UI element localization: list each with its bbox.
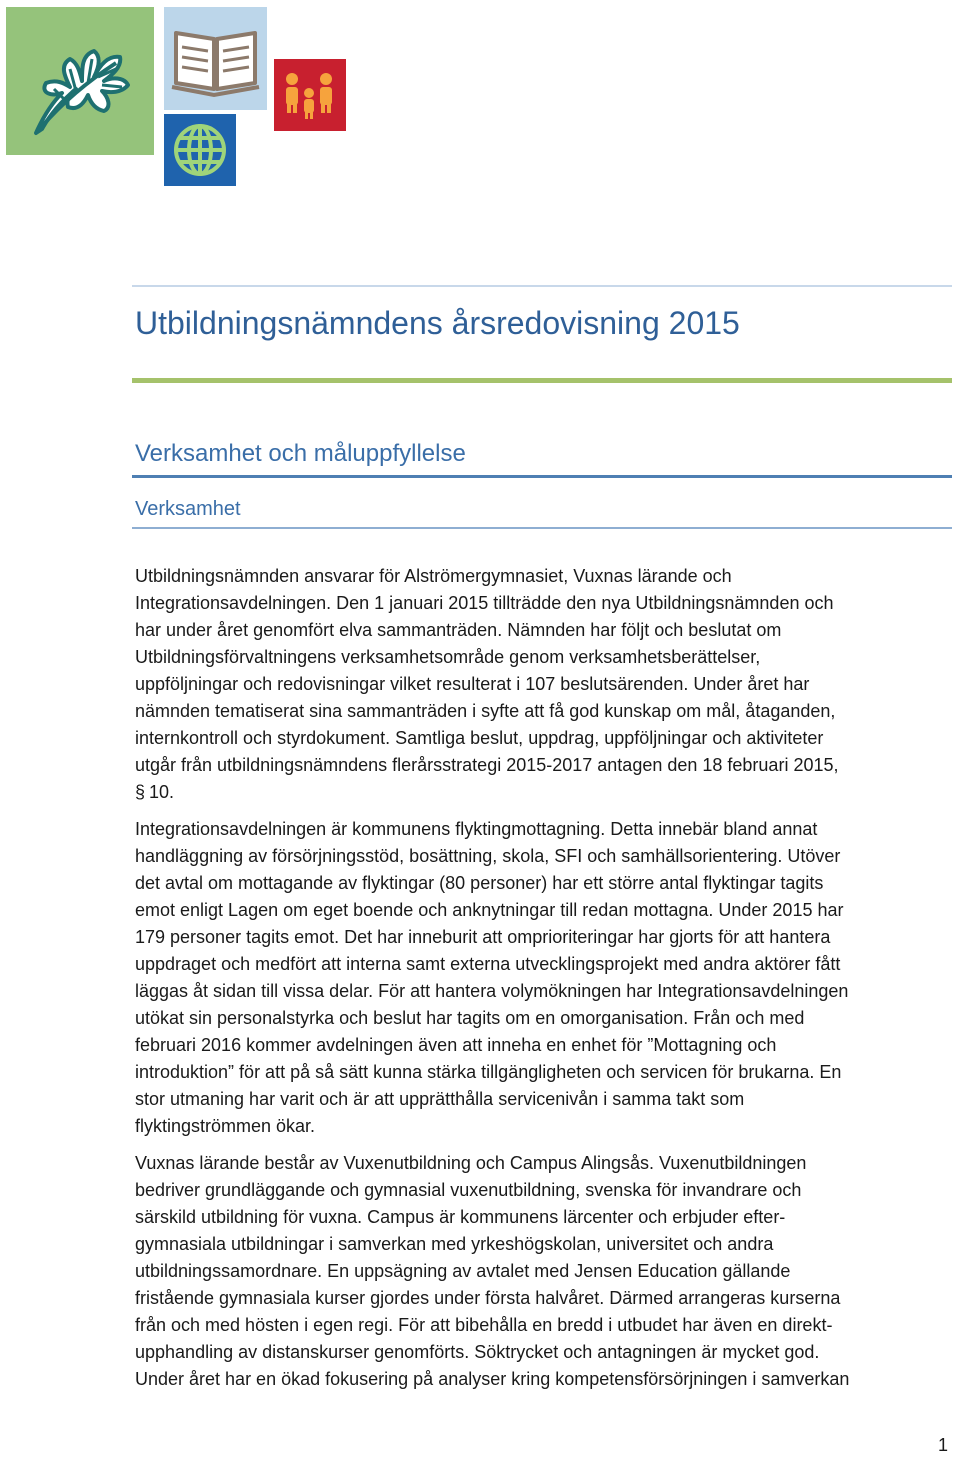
paragraph-1	[135, 563, 950, 806]
family-tile	[274, 59, 346, 131]
text-line: uppföljningar och redovisningar vilket resulterat i 107 beslutsärenden. Under året har	[135, 674, 810, 694]
text-line: Utbildningsnämnden ansvarar för Alströmergymnasiet, Vuxnas lärande och	[135, 566, 732, 586]
text-line: internkontroll och styrdokument. Samtliga beslut, uppdrag, uppföljningar och aktiviteter	[135, 728, 824, 748]
text-line: Under året har en ökad fokusering på analyser kring kompetensförsörjningen i samverkan	[135, 1369, 850, 1389]
text-line: utökat sin personalstyrka och beslut har tagits om en omorganisation. Från och med	[135, 1008, 805, 1028]
oak-leaf-tile	[6, 7, 154, 155]
page-number: 1	[937, 1435, 948, 1455]
section-rule	[132, 475, 952, 478]
text-line: fristående gymnasiala kurser gjordes under första halvåret. Därmed arrangeras kurserna	[135, 1288, 841, 1308]
paragraph-3	[135, 1150, 950, 1393]
subsection-heading: Verksamhet	[135, 498, 241, 520]
text-line: 179 personer tagits emot. Det har inneburit att omprioriteringar har gjorts för att hantera	[135, 927, 831, 947]
text-line-end: 10.	[149, 782, 175, 802]
text-line: flyktingströmmen ökar.	[135, 1116, 316, 1136]
oak-leaf-icon	[6, 7, 154, 155]
text-line: Integrationsavdelningen är kommunens flyktingmottagning. Detta innebär bland annat	[135, 819, 818, 839]
top-rule	[132, 285, 952, 287]
text-line: Vuxnas lärande består av Vuxenutbildning och Campus Alingsås. Vuxenutbildningen	[135, 1153, 807, 1173]
text-line: Utbildningsförvaltningens verksamhetsområde genom verksamhetsberättelser,	[135, 647, 761, 667]
text-line: Integrationsavdelningen. Den 1 januari 2015 tillträdde den nya Utbildningsnämnden och	[135, 593, 834, 613]
text-line: handläggning av försörjningsstöd, bosättning, skola, SFI och samhällsorientering. Utöver	[135, 846, 841, 866]
text-line: introduktion” för att på så sätt kunna stärka tillgängligheten och servicen för brukarna. En	[135, 1062, 842, 1082]
text-line: läggas åt sidan till vissa delar. För att hantera volymökningen har Integrationsavdelningen	[135, 981, 849, 1001]
text-line: det avtal om mottagande av flyktingar (80 personer) har ett större antal flyktingar tagits	[135, 873, 824, 893]
title-rule	[132, 378, 952, 383]
text-line: har under året genomfört elva sammanträden. Nämnden har följt och beslutat om	[135, 620, 782, 640]
section-heading: Verksamhet och måluppfyllelse	[135, 440, 466, 467]
subsection-rule	[132, 527, 952, 529]
book-icon	[164, 7, 267, 110]
text-line: stor utmaning har varit och är att upprätthålla servicenivån i samma takt som	[135, 1089, 745, 1109]
globe-tile	[164, 114, 236, 186]
text-line: februari 2016 kommer avdelningen även att inneha en enhet för ”Mottagning och	[135, 1035, 777, 1055]
text-line: uppdraget och medfört att interna samt externa utvecklingsprojekt med andra aktörer fått	[135, 954, 841, 974]
globe-icon	[164, 114, 236, 186]
text-line: upphandling av distanskurser genomförts. Söktrycket och antagningen är mycket god.	[135, 1342, 820, 1362]
text-line: särskild utbildning för vuxna. Campus är kommunens lärcenter och erbjuder efter-	[135, 1207, 786, 1227]
text-line: från och med hösten i egen regi. För att bibehålla en bredd i utbudet har även en direkt-	[135, 1315, 833, 1335]
book-tile	[164, 7, 267, 110]
text-line: gymnasiala utbildningar i samverkan med yrkeshögskolan, universitet och andra	[135, 1234, 774, 1254]
organization-logo	[0, 0, 360, 190]
family-icon	[274, 59, 346, 131]
text-line: utbildningssamordnare. En uppsägning av avtalet med Jensen Education gällande	[135, 1261, 791, 1281]
text-line: emot enligt Lagen om eget boende och anknytningar till redan mottagna. Under 2015 har	[135, 900, 844, 920]
section-symbol: §	[135, 782, 146, 802]
text-line: nämnden tematiserat sina sammanträden i syfte att få god kunskap om mål, åtaganden,	[135, 701, 836, 721]
text-line-last	[135, 779, 950, 806]
document-title: Utbildningsnämndens årsredovisning 2015	[135, 305, 740, 341]
paragraph-2	[135, 816, 950, 1140]
text-line: utgår från utbildningsnämndens flerårsstrategi 2015-2017 antagen den 18 februari 2015,	[135, 755, 839, 775]
text-line: bedriver grundläggande och gymnasial vuxenutbildning, svenska för invandrare och	[135, 1180, 802, 1200]
